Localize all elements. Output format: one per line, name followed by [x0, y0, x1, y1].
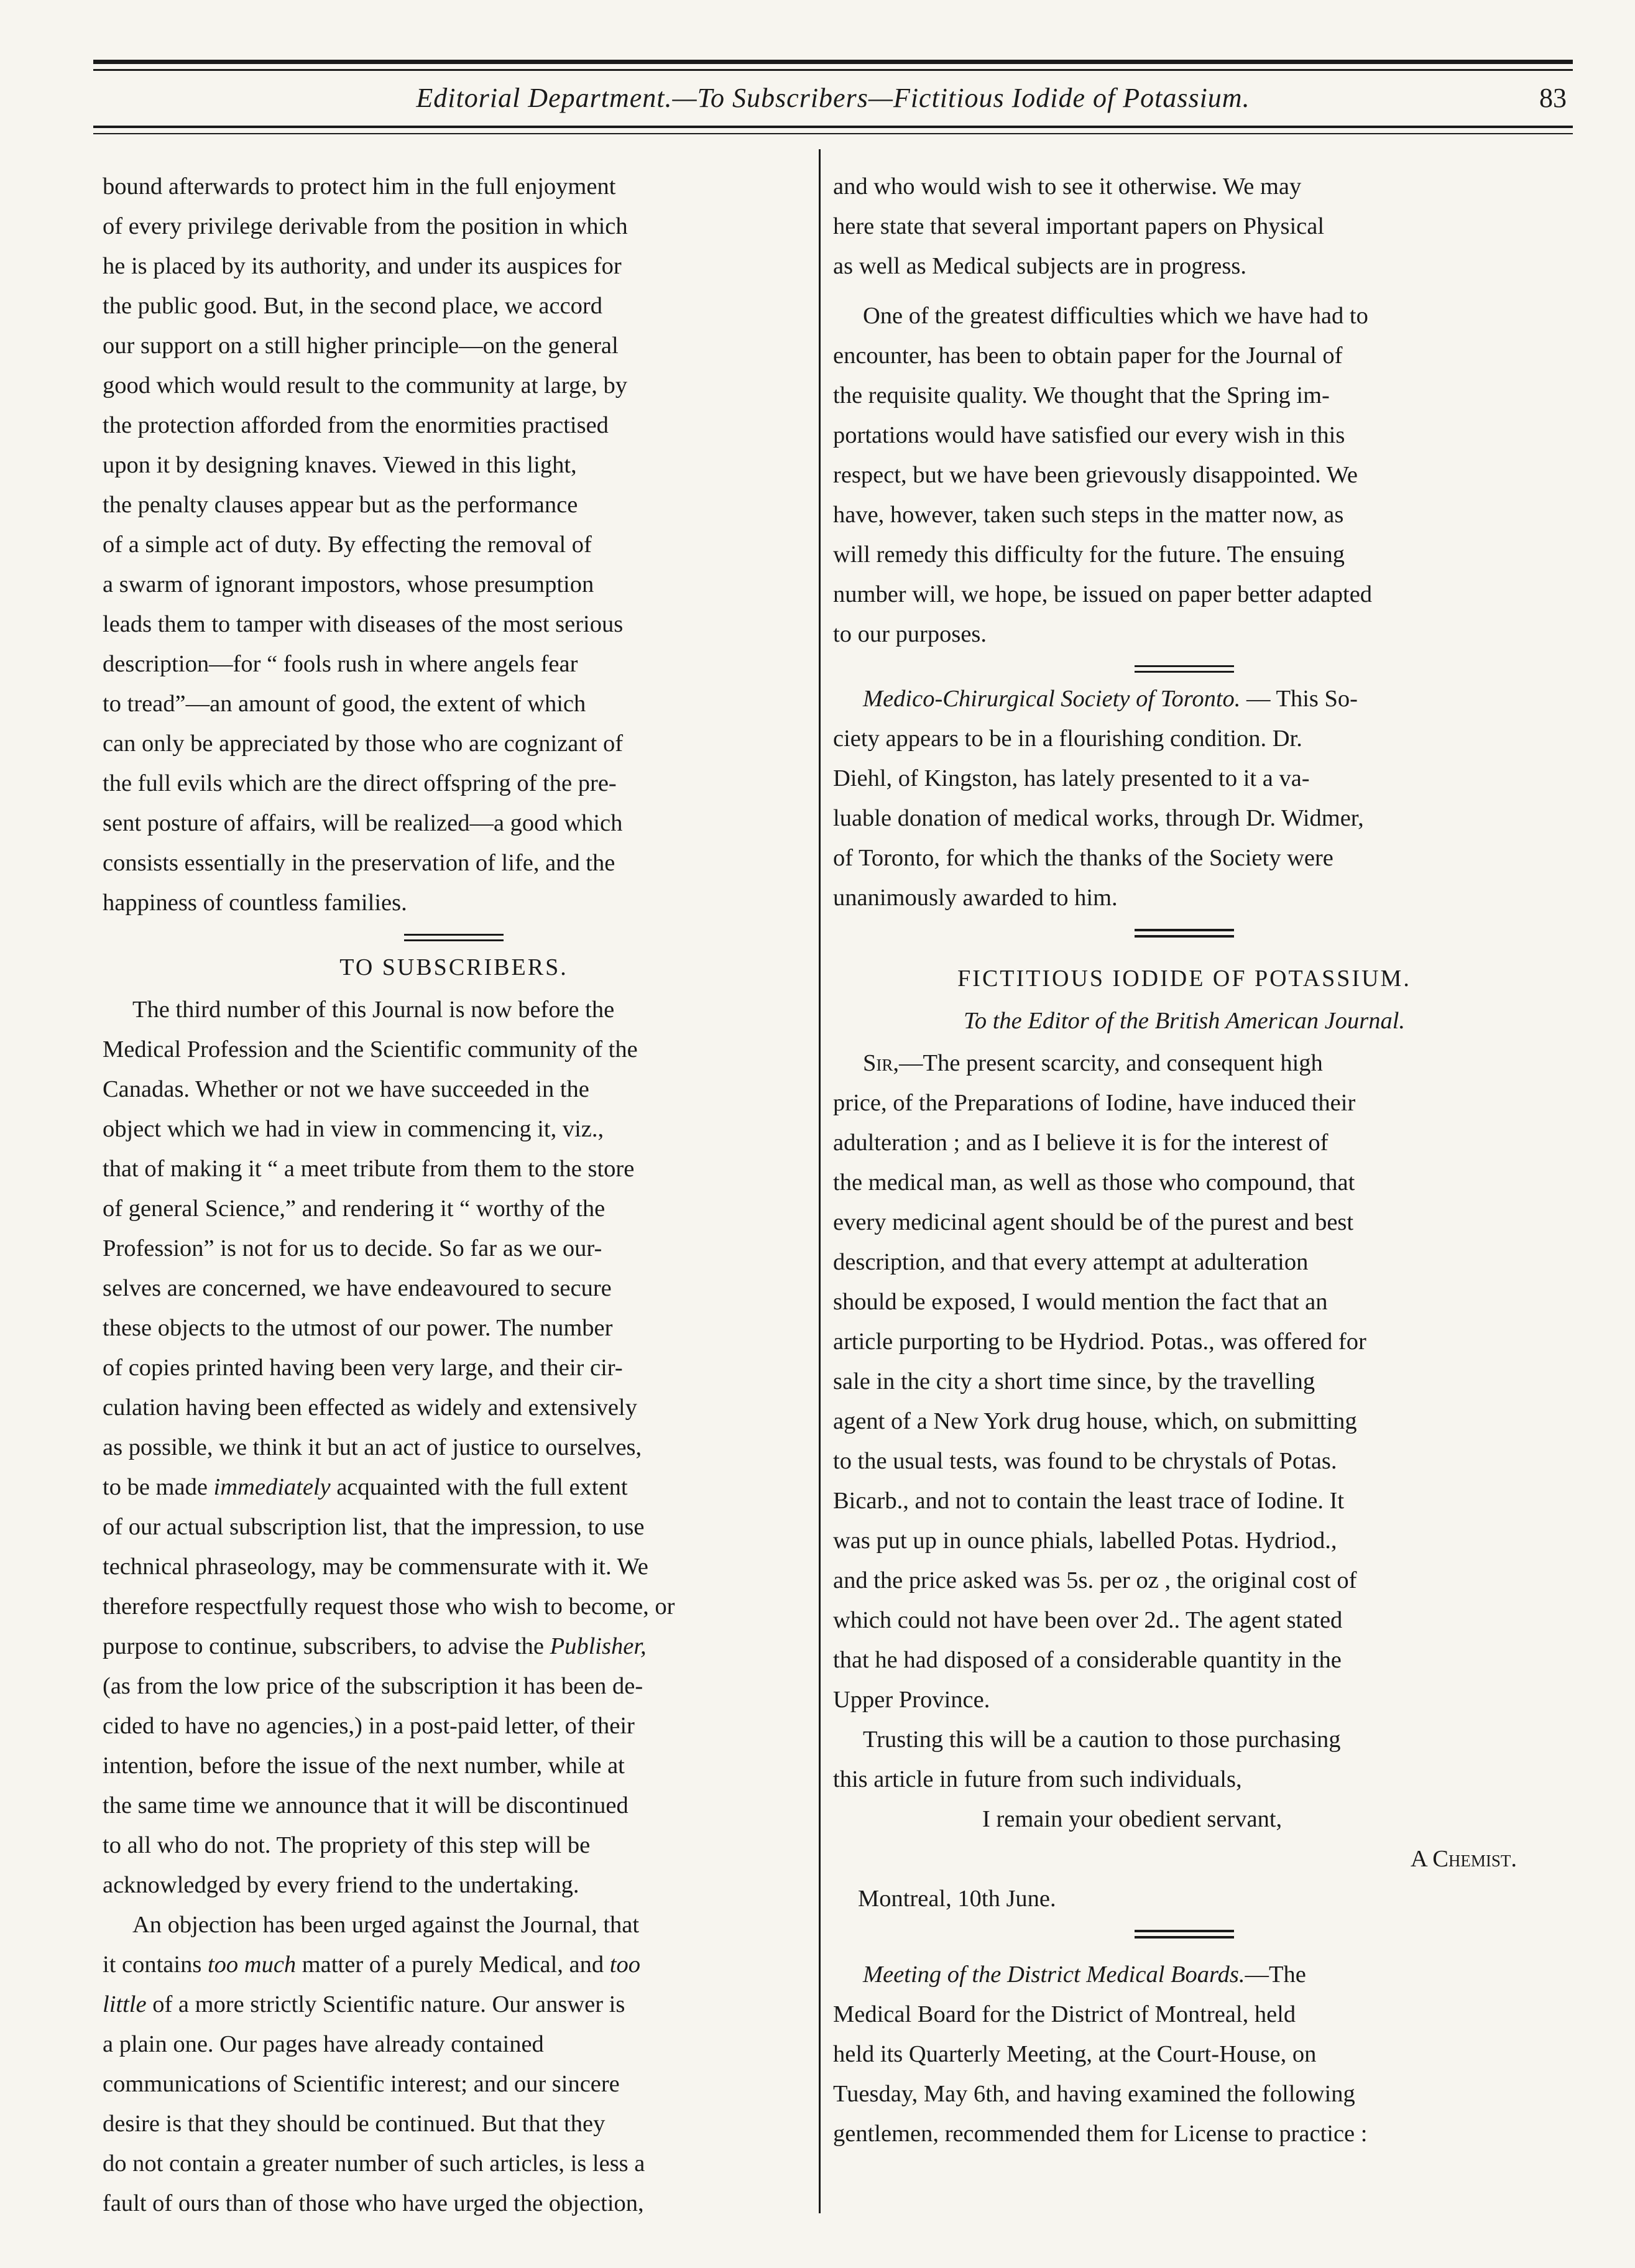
letter-closing: I remain your obedient servant,: [982, 1806, 1283, 1832]
header-rule: [93, 126, 1573, 128]
right-column: [833, 167, 1536, 2154]
paragraph-letter-1: Sir,—The present scarcity, and consequent high price, of the Preparations of Iodine, have induced their adulteration ; and as I believe it is for the interest of the medical man, as well as those who compound, that every medicinal agent should be of the purest and best description, and that every attempt at adulteration should be exposed, I would mention the fact that an article purporting to be Hydriod. Potas., was offered for sale in the city a short time since, by the travelling agent of a New York drug house, which, on submitting to the usual tests, was found to be chrystals of Potas. Bicarb., and not to contain the least trace of Iodine. It was put up in ounce phials, labelled Potas. Hydriod., and the price asked was 5s. per oz , the original cost of which could not have been over 2d.. The agent stated that he had disposed of a considerable quantity in the Upper Province.: [833, 1050, 1366, 1713]
paragraph-medico-chirurgical-society: Medico-Chirurgical Society of Toronto. — This So- ciety appears to be in a flourishing condition. Dr. Diehl, of Kingston, has lately presented to it a va- luable donation of medical works, through Dr. Widmer, of Toronto, for which the thanks of the Society were unanimously awarded to him.: [833, 686, 1364, 911]
section-divider-double: [1135, 1930, 1234, 1938]
paragraph-subscribers-1: The third number of this Journal is now before the Medical Profession and the Scientific community of the Canadas. Whether or not we have succeeded in the object which we had in view in commencing it, viz., that of making it “ a meet tribute from them to the store of general Science,” and rendering it “ worthy of the Profession” is not for us to decide. So far as we our- selves are concerned, we have endeavoured to secure these objects to the utmost of our power. The number of copies printed having been very large, and their cir- culation having been effected as widely and extensively as possible, we think it but an act of justice to ourselves, to be made immediately acquainted with the full extent of our actual subscription list, that the impression, to use technical phraseology, may be commensurate with it. We therefore respectfully request those who wish to become, or purpose to continue, subscribers, to advise the Publisher, (as from the low price of the subscription it has been de- cided to have no agencies,) in a post-paid letter, of their intention, before the issue of the next number, while at the same time we announce that it will be discontinued to all who do not. The propriety of this step will be acknowledged by every friend to the undertaking.: [103, 997, 675, 1898]
top-rule-thin: [93, 69, 1573, 71]
section-divider: [1135, 665, 1234, 673]
header-rule-thin: [93, 133, 1573, 134]
section-divider: [404, 934, 504, 941]
paragraph-continued-right: and who would wish to see it otherwise. We may here state that several important papers on Physical as well as Medical subjects are in progress.: [833, 173, 1325, 279]
top-rule: [93, 60, 1573, 64]
letter-signature: A Chemist.: [1410, 1846, 1517, 1872]
letter-address: To the Editor of the British American Journal.: [963, 1008, 1406, 1034]
paragraph-continued: bound afterwards to protect him in the full enjoyment of every privilege derivable from the position in which he is placed by its authority, and under its auspices for the public good. But, in the second place, we accord our support on a still higher principle—on the general good which would result to the community at large, by the protection afforded from the enormities practised upon it by designing knaves. Viewed in this light, the penalty clauses appear but as the performance of a simple act of duty. By effecting the removal of a swarm of ignorant impostors, whose presumption leads them to tamper with diseases of the most serious description—for “ fools rush in where angels fear to tread”—an amount of good, the extent of which can only be appreciated by those who are cognizant of the full evils which are the direct offspring of the pre- sent posture of affairs, will be realized—a good which consists essentially in the preservation of life, and the happiness of countless families.: [103, 173, 628, 916]
page-number: 83: [1539, 83, 1567, 113]
running-title: Editorial Department.—To Subscribers—Fictitious Iodide of Potassium.: [416, 83, 1250, 113]
paragraph-medical-boards: Meeting of the District Medical Boards.—The Medical Board for the District of Montreal, held held its Quarterly Meeting, at the Court-House, on Tuesday, May 6th, and having examined the following gentlemen, recommended them for License to practice :: [833, 1961, 1368, 2147]
run-in-heading: Meeting of the District Medical Boards.: [863, 1961, 1245, 1988]
column-divider: [819, 149, 821, 2213]
paragraph-letter-2: Trusting this will be a caution to those purchasing this article in future from such individuals,: [833, 1726, 1341, 1792]
left-column: [103, 167, 805, 2223]
run-in-heading: Medico-Chirurgical Society of Toronto.: [863, 686, 1241, 712]
paragraph-paper-quality: One of the greatest difficulties which we have had to encounter, has been to obtain paper for the Journal of the requisite quality. We thought that the Spring im- portations would have satisfied our every wish in this respect, but we have been grievously disappointed. We have, however, taken such steps in the matter now, as will remedy this difficulty for the future. The ensuing number will, we hope, be issued on paper better adapted to our purposes.: [833, 303, 1373, 647]
paragraph-subscribers-2: An objection has been urged against the Journal, that it contains too much matter of a purely Medical, and too little of a more strictly Scientific nature. Our answer is a plain one. Our pages have already contained communications of Scientific interest; and our sincere desire is that they should be continued. But that they do not contain a greater number of such articles, is less a fault of ours than of those who have urged the objection,: [103, 1912, 645, 2216]
section-divider-double: [1135, 929, 1234, 938]
section-heading-iodide: FICTITIOUS IODIDE OF POTASSIUM.: [957, 966, 1411, 992]
running-head: [93, 77, 1573, 121]
section-heading-subscribers: TO SUBSCRIBERS.: [339, 954, 568, 980]
letter-dateline: Montreal, 10th June.: [858, 1886, 1056, 1912]
